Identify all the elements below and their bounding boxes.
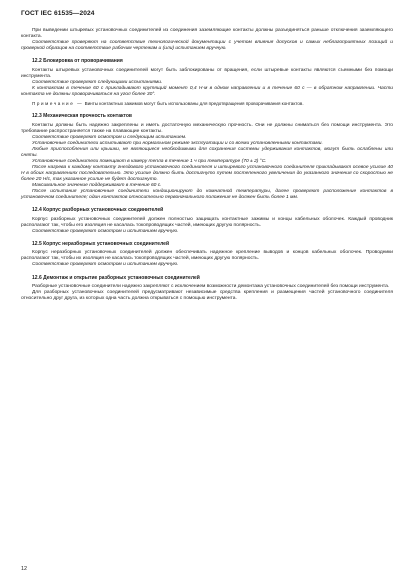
paragraph: Соответствие проверяют следующими испытаниями. — [32, 79, 163, 85]
paragraph: Корпус неразборных установочных соединителей должен обеспечивать надежное крепление выводов и концов кабельных оболочек. Проводники располагают так, чтобы их изоляция не касалась токопроводящих частей, имеющих другую полярность. — [21, 250, 393, 262]
page-number: 12 — [21, 566, 27, 572]
paragraph: Контакты должны быть надежно закреплены и иметь достаточную механическую прочность. Они не должны сниматься без помощи инструмента. Это требование распространяется также на плавающие контакты. — [21, 122, 393, 134]
paragraph: Соответствие проверяют осмотром и испытанием вручную. — [32, 228, 179, 234]
section-heading-12-6: 12.6 Демонтаж и открытие разборных установочных соединителей — [32, 274, 200, 281]
section-heading-12-3: 12.3 Механическая прочность контактов — [32, 113, 133, 120]
note-lead: Примечание — — [32, 101, 84, 107]
paragraph: Установочные соединители помещают в камеру тепла в течение 1 ч при температуре (70 ± 2) °С. — [32, 158, 267, 164]
section-heading-12-2: 12.2 Блокировка от проворачивания — [32, 58, 123, 65]
paragraph: Установочные соединители испытывают при нормальном режиме эксплуатации и со всеми установленными контактами. — [32, 140, 323, 146]
paragraph: Соответствие проверяют осмотром и следующим испытанием. — [32, 134, 187, 140]
paragraph: Максимальное значение поддерживают в течение 60 с. — [32, 183, 162, 189]
section-heading-12-5: 12.5 Корпус неразборных установочных соединителей — [32, 240, 170, 247]
paragraph: Контакты штыревых установочных соединителей могут быть заблокированы от вращения, если штыревые контакты являются съемными без помощи инструмента. — [21, 67, 393, 79]
paragraph: После испытания установочные соединители кондиционируют до комнатной температуры, далее проверяют расположение контактов в установочном соединителе; один контактов относительно первоначального положения не должен быть более 1 мм. — [21, 189, 393, 201]
paragraph: Корпус разборных установочных соединителей должен полностью защищать контактные зажимы и концы кабельных оболочек. Каждый проводник располагают так, чтобы его изоляция не касалась токопроводящих частей, имеющих другую полярность. — [21, 216, 393, 228]
paragraph: После нагрева к каждому контакту гнездового установочного соединителя и штыревого установочного соединителя прикладывают осевое усилие 40 Н в обоих направлениях последовательно. Это усилие должно быть достигнуто путем постепенного увеличения до указанного значения со скоростью не более 20 Н/с, так указанное усилие не будет достигнуто. — [21, 164, 393, 183]
section-heading-12-4: 12.4 Корпус разборных установочных соединителей — [32, 207, 164, 214]
paragraph: Соответствие проверяют на соответствие технологической документации с учетом влияния допусков и самых неблагоприятных позиций и проверкой образцов на соответствие рабочим чертежам и (или) испытанием вручную. — [21, 40, 393, 52]
paragraph: Разборные установочные соединители надежно закрепляют с исключением возможности демонтажа установочных соединителей без помощи инструмента. — [32, 284, 390, 290]
document-body — [21, 28, 393, 302]
paragraph: Для разборных установочных соединителей предусматривают независимые средства крепления и размещения частей установочного соединителя относительно друг друга, из которых одна часть должна открываться с помощью инструмента. — [21, 290, 393, 302]
note — [21, 101, 393, 107]
paragraph: Соответствие проверяют осмотром и испытанием вручную. — [32, 262, 179, 268]
paragraph: Любые приспособления или крышки, не являющиеся необходимыми для сохранения системы удерживания контактов, могут быть ослаблены или сняты. — [21, 146, 393, 158]
paragraph: При выведении штыревых установочных соединителей из соединения заземляющие контакты должны разъединяться раньше отключения заземляющего контакта. — [21, 28, 393, 40]
paragraph: К контактам в течение 60 с прикладывают крутящий момент 0,4 Н·м в одном направлении и в течение 60 с — в обратном направлении. Части контакта не должны проворачиваться на угол более 30°. — [21, 85, 393, 97]
document-header: ГОСТ IEC 61535—2024 — [21, 10, 95, 17]
note-text: Винты контактных зажимов могут быть использованы для предотвращения проворачивания контактов. — [83, 101, 304, 107]
